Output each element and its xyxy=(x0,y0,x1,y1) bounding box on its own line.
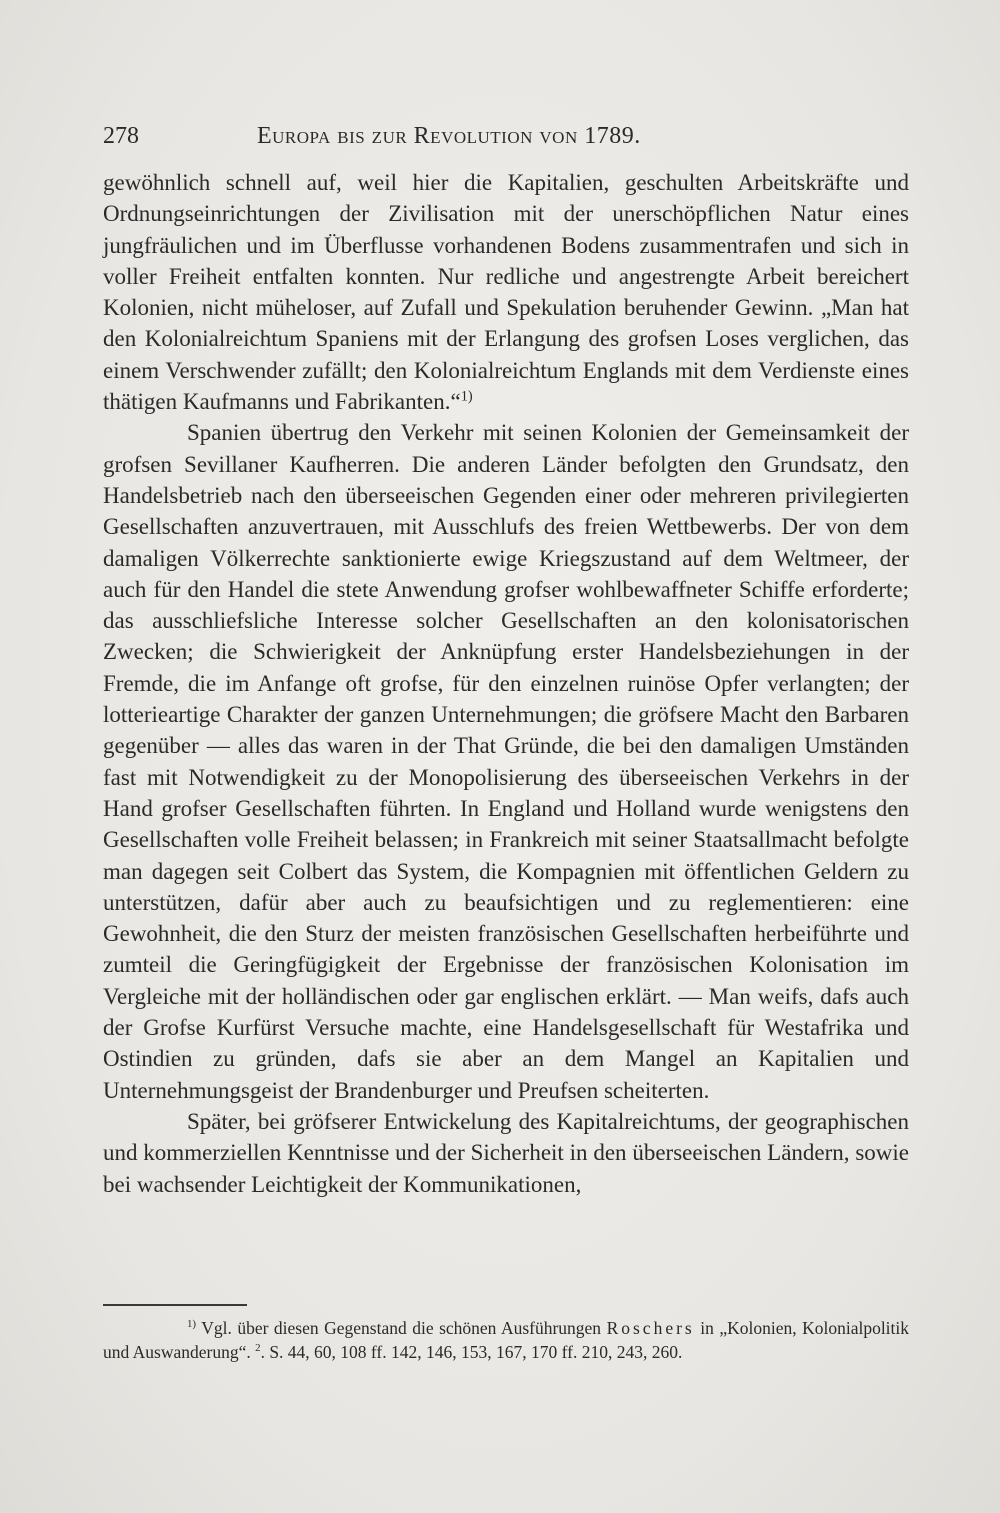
footnote-marker: 1) xyxy=(187,1318,197,1331)
main-text xyxy=(103,167,909,1200)
running-title: Europa bis zur Revolution von 1789. xyxy=(257,123,641,149)
paragraph: Später, bei gröfserer Entwickelung des Kapitalreichtums, der geographischen und kommerziellen Kenntnisse und der Sicherheit in den überseeischen Ländern, sowie bei wachsender Leichtigkeit der Kommunikationen, xyxy=(103,1108,909,1197)
page-header xyxy=(103,118,909,154)
paragraph xyxy=(103,167,909,417)
footnote-text: Vgl. über diesen Gegenstand die schönen Ausführungen xyxy=(201,1318,602,1338)
page-number: 278 xyxy=(103,123,139,149)
footnote-divider xyxy=(103,1304,247,1306)
footnote xyxy=(103,1316,909,1364)
footnote-reference: 1) xyxy=(460,388,473,405)
footnote-author: Roschers xyxy=(606,1318,695,1338)
paragraph: Spanien übertrug den Verkehr mit seinen Kolonien der Gemeinsamkeit der grofsen Sevillaner Kaufherren. Die anderen Länder befolgten den Grundsatz, den Handelsbetrieb nach den überseeischen Gegenden einer oder mehreren privilegierten Gesellschaften anzuvertrauen, mit Ausschlufs des freien Wettbewerbs. Der von dem damaligen Völkerrechte sanktionierte ewige Kriegszustand auf dem Weltmeer, der auch für den Handel die stete Anwendung grofser wohlbewaffneter Schiffe erforderte; das ausschliefsliche Interesse solcher Gesellschaften an den kolonisatorischen Zwecken; die Schwierigkeit der Anknüpfung erster Handelsbeziehungen in der Fremde, die im Anfange oft grofse, für den einzelnen ruinöse Opfer verlangten; der lotterieartige Charakter der ganzen Unternehmungen; die gröfsere Macht den Barbaren gegenüber — alles das waren in der That Gründe, die bei den damaligen Umständen fast mit Notwendigkeit zu der Monopolisierung des überseeischen Verkehrs in der Hand grofser Gesellschaften führten. In England und Holland wurde wenigstens den Gesellschaften volle Freiheit belassen; in Frankreich mit seiner Staatsallmacht befolgte man dagegen seit Colbert das System, die Kompagnien mit öffentlichen Geldern zu unterstützen, dafür aber auch zu beaufsichtigen und zu reglementieren: eine Gewohnheit, die den Sturz der meisten französischen Gesellschaften herbeiführte und zumteil die Geringfügigkeit der Ergebnisse der französischen Kolonisation im Vergleiche mit der holländischen oder gar englischen erklärt. — Man weifs, dafs auch der Grofse Kurfürst Versuche machte, eine Handelsgesellschaft für Westafrika und Ostindien zu gründen, dafs sie aber an dem Mangel an Kapitalien und Unternehmungsgeist der Brandenburger und Preufsen scheiterten. xyxy=(103,420,909,1103)
footnote-text: . S. 44, 60, 108 ff. 142, 146, 153, 167, 170 ff. 210, 243, 260. xyxy=(260,1342,683,1362)
paragraph-text: gewöhnlich schnell auf, weil hier die Kapitalien, geschulten Arbeitskräfte und Ordnungseinrichtungen der Zivilisation mit der unerschöpflichen Natur eines jungfräulichen und im Überflusse vorhandenen Bodens zusammentrafen und sich in voller Freiheit entfalten konnten. Nur redliche und angestrengte Arbeit bereichert Kolonien, nicht müheloser, auf Zufall und Spekulation beruhender Gewinn. „Man hat den Kolonialreichtum Spaniens mit der Erlangung des grofsen Loses verglichen, das einem Verschwender zufällt; den Kolonialreichtum Englands mit dem Verdienste eines thätigen Kaufmanns und Fabrikanten.“ xyxy=(103,170,909,415)
footnote-text: in „Kolonien, Kolonialpolitik und Auswanderung“. xyxy=(103,1318,910,1362)
footnote-edition: 2 xyxy=(255,1342,261,1355)
